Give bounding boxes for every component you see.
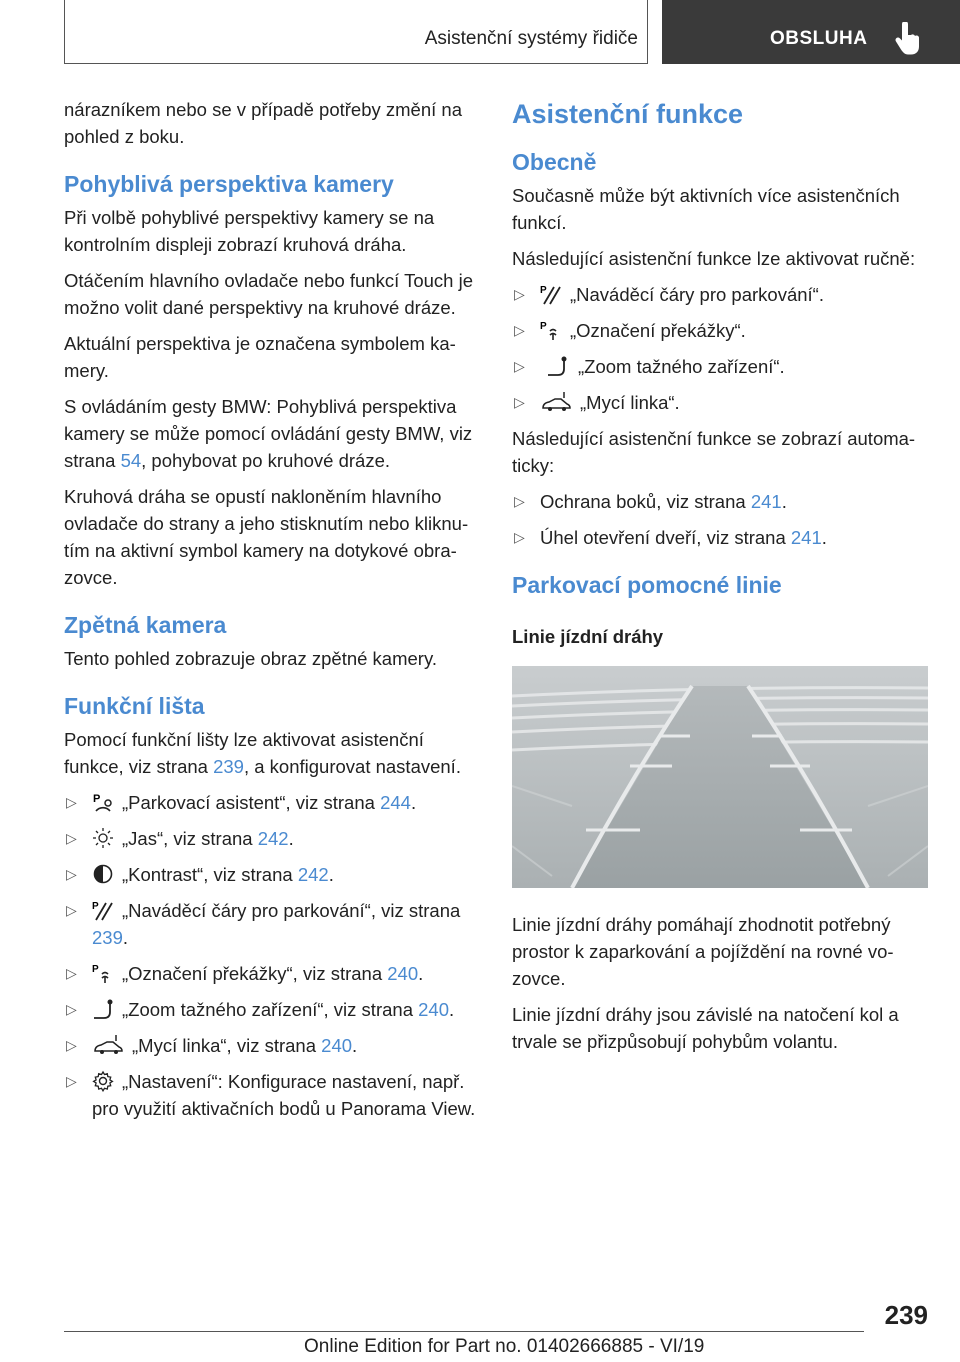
list-item: ▷ „Mycí linka“. — [514, 392, 680, 413]
header-tab-label: OBSLUHA — [770, 28, 868, 49]
list-item: ▷ „Mycí linka“, viz strana 240. — [66, 1035, 358, 1056]
item-text: „Mycí linka“, viz strana — [132, 1035, 322, 1056]
track-lines-image — [512, 666, 928, 888]
list-item: ▷ P „Označení překážky“. — [514, 320, 746, 341]
item-text: „Označení překážky“. — [570, 320, 746, 341]
settings-gear-icon — [92, 1070, 114, 1092]
item-end: . — [328, 864, 334, 885]
text: , pohybovat po kruhové dráze. — [141, 450, 391, 471]
list-item: ▷ Úhel otevření dveří, viz strana 241. — [514, 527, 827, 548]
car-wash-icon — [540, 391, 572, 413]
item-end: . — [288, 828, 294, 849]
item-end: . — [449, 999, 455, 1020]
page-number: 239 — [884, 1300, 928, 1330]
list-item: ▷ „Jas“, viz strana 242. — [66, 828, 294, 849]
item-text: „Naváděcí čáry pro parkování“. — [570, 284, 824, 305]
paragraph: Kruhová dráha se opustí nakloněním hlavního ovladače do strany a jeho stisknutím nebo kliknu‐tím na aktivní symbol kamery na dotykové obra‐zovce. — [64, 486, 469, 588]
heading-moving-perspective: Pohyblivá perspektiva kamery — [64, 171, 394, 197]
item-text: „Nastavení“: Konfigurace nastavení, např. pro využití aktivačních bodů u Panorama View. — [92, 1071, 476, 1119]
item-text: „Mycí linka“. — [580, 392, 680, 413]
right-column — [512, 96, 930, 1064]
footer-divider — [64, 1331, 864, 1332]
paragraph — [64, 393, 482, 474]
list-item: ▷ P „Naváděcí čáry pro parkování“. — [514, 284, 824, 305]
paragraph: Tento pohled zobrazuje obraz zpětné kamery. — [64, 648, 437, 669]
function-bar-list — [64, 789, 482, 1122]
item-end: . — [781, 491, 787, 512]
list-item: ▷ „Zoom tažného zařízení“, viz strana 240. — [66, 999, 455, 1020]
page-link[interactable]: 241 — [750, 491, 782, 512]
manual-functions-list — [512, 281, 930, 416]
paragraph: Následující asistenční funkce lze aktivovat ručně: — [512, 248, 916, 269]
svg-text:P: P — [92, 964, 99, 975]
list-item: ▷ P „Označení překážky“, viz strana 240. — [66, 963, 424, 984]
list-item: ▷ P „Parkovací asistent“, viz strana 244. — [66, 792, 417, 813]
item-text: „Naváděcí čáry pro parkování“, viz strana — [122, 900, 461, 921]
left-column — [64, 96, 482, 1131]
heading-rear-camera: Zpětná kamera — [64, 612, 227, 638]
page-link[interactable]: 241 — [790, 527, 822, 548]
item-end: . — [122, 927, 129, 948]
text: , a konfigurovat nastavení. — [243, 756, 461, 777]
obstacle-marking-icon — [92, 962, 114, 984]
heading-parking-lines: Parkovací pomocné linie — [512, 572, 782, 598]
item-end: . — [410, 792, 417, 813]
page-link[interactable]: 242 — [297, 864, 329, 885]
page-link[interactable]: 240 — [387, 963, 419, 984]
text: Pomocí funkční lišty lze aktivovat asistenční funkce, viz strana — [64, 729, 424, 777]
parking-lines-icon — [92, 899, 114, 921]
list-item: ▷ „Nastavení“: Konfigurace nastavení, např. pro využití aktivačních bodů u Panorama View. — [66, 1071, 476, 1119]
intro-paragraph: nárazníkem nebo se v případě potřeby změní na pohled z boku. — [64, 99, 462, 147]
svg-text:P: P — [540, 321, 547, 332]
svg-text:P: P — [93, 793, 101, 805]
svg-text:P: P — [92, 901, 99, 912]
item-end: . — [418, 963, 424, 984]
list-item: ▷ Ochrana boků, viz strana 241. — [514, 491, 787, 512]
heading-track-lines: Linie jízdní dráhy — [512, 626, 664, 647]
item-end: . — [821, 527, 827, 548]
heading-general: Obecně — [512, 149, 597, 175]
item-text: „Parkovací asistent“, viz strana — [122, 792, 381, 813]
text: S ovládáním gesty BMW: Pohyblivá perspektiva kamery se může pomocí ovládání gesty BMW, viz strana — [64, 396, 473, 471]
heading-assist-functions: Asistenční funkce — [512, 99, 744, 129]
brightness-icon — [92, 827, 114, 849]
item-text: „Zoom tažného zařízení“. — [578, 356, 785, 377]
item-text: „Kontrast“, viz strana — [122, 864, 298, 885]
tow-hitch-zoom-icon — [540, 355, 570, 377]
paragraph: Linie jízdní dráhy pomáhají zhodnotit potřebný prostor k zaparkování a pojíždění na rovné vo‐zovce. — [512, 914, 894, 989]
page-link[interactable]: 240 — [321, 1035, 353, 1056]
page-link[interactable]: 54 — [120, 450, 142, 471]
car-wash-icon — [92, 1034, 124, 1056]
list-item: ▷ „Kontrast“, viz strana 242. — [66, 864, 334, 885]
heading-function-bar: Funkční lišta — [64, 693, 205, 719]
page-link[interactable]: 242 — [257, 828, 289, 849]
parking-assistant-icon — [92, 791, 114, 813]
paragraph — [64, 726, 482, 780]
page-link[interactable]: 239 — [92, 927, 123, 948]
obstacle-marking-icon — [540, 319, 562, 341]
page-link[interactable]: 244 — [380, 792, 411, 813]
list-item: ▷ „Zoom tažného zařízení“. — [514, 356, 785, 377]
paragraph: Při volbě pohyblivé perspektivy kamery se na kontrolním displeji zobrazí kruhová dráha. — [64, 207, 435, 255]
page-link[interactable]: 240 — [418, 999, 449, 1020]
contrast-icon — [92, 863, 114, 885]
paragraph: Linie jízdní dráhy jsou závislé na natočení kol a trvale se přizpůsobují pohybům volantu. — [512, 1004, 899, 1052]
paragraph: Následující asistenční funkce se zobrazí automa‐ticky: — [512, 428, 916, 476]
item-end: . — [352, 1035, 358, 1056]
item-text: „Zoom tažného zařízení“, viz strana — [122, 999, 419, 1020]
item-text: Úhel otevření dveří, viz strana — [540, 527, 791, 548]
header-section-title: Asistenční systémy řidiče — [424, 28, 638, 49]
pointing-hand-icon — [894, 22, 922, 56]
parking-lines-icon — [540, 283, 562, 305]
paragraph: Otáčením hlavního ovladače nebo funkcí Touch je možno volit dané perspektivy na kruhové dráze. — [64, 270, 473, 318]
list-item: ▷ P „Naváděcí čáry pro parkování“, viz strana 239. — [66, 900, 461, 948]
page-link[interactable]: 239 — [213, 756, 244, 777]
paragraph: Současně může být aktivních více asistenčních funkcí. — [512, 185, 900, 233]
tow-hitch-zoom-icon — [92, 998, 114, 1020]
footer-edition: Online Edition for Part no. 01402666885 - VI/19 — [304, 1336, 705, 1357]
svg-text:P: P — [540, 285, 547, 296]
item-text: „Označení překážky“, viz strana — [122, 963, 388, 984]
item-text: „Jas“, viz strana — [122, 828, 258, 849]
item-text: Ochrana boků, viz strana — [540, 491, 751, 512]
paragraph: Aktuální perspektiva je označena symbolem ka‐mery. — [64, 333, 456, 381]
auto-functions-list — [512, 488, 930, 551]
